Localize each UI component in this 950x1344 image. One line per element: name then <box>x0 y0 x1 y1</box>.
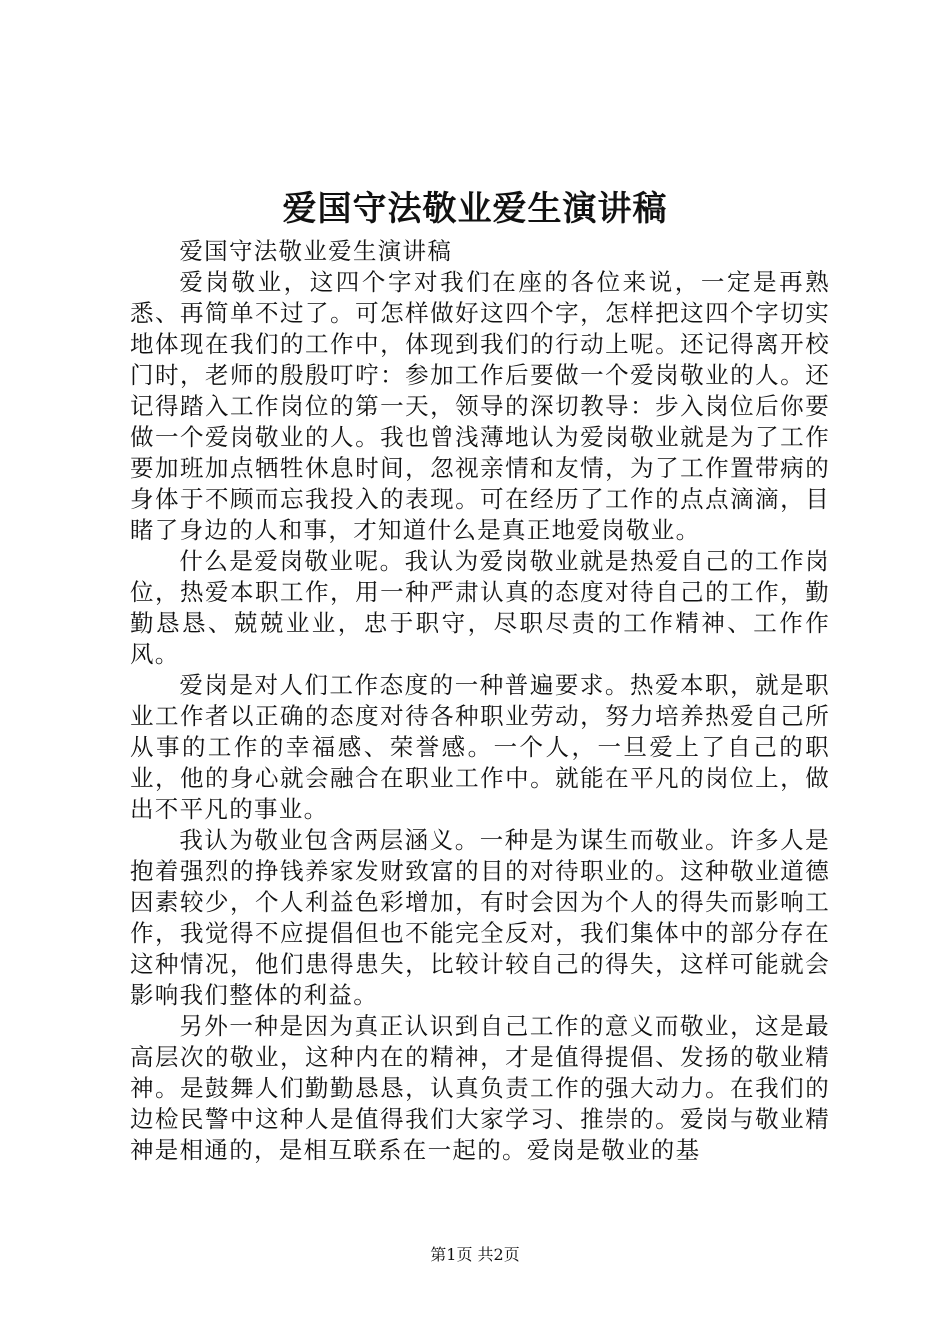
paragraph-3: 爱岗是对人们工作态度的一种普遍要求。热爱本职，就是职业工作者以正确的态度对待各种职业劳动，努力培养热爱自己所从事的工作的幸福感、荣誉感。一个人，一旦爱上了自己的职业，他的身心就会融合在职业工作中。就能在平凡的岗位上，做出不平凡的事业。 <box>130 671 830 823</box>
paragraph-5: 另外一种是因为真正认识到自己工作的意义而敬业，这是最高层次的敬业，这种内在的精神，才是值得提倡、发扬的敬业精神。是鼓舞人们勤勤恳恳，认真负责工作的强大动力。在我们的边检民警中这种人是值得我们大家学习、推崇的。爱岗与敬业精神是相通的，是相互联系在一起的。爱岗是敬业的基 <box>130 1012 830 1164</box>
document-title: 爱国守法敬业爱生演讲稿 <box>282 189 668 229</box>
paragraph-4: 我认为敬业包含两层涵义。一种是为谋生而敬业。许多人是抱着强烈的挣钱养家发财致富的目的对待职业的。这种敬业道德因素较少，个人利益色彩增加，有时会因为个人的得失而影响工作，我觉得不应提倡但也不能完全反对，我们集体中的部分存在这种情况，他们患得患失，比较计较自己的得失，这样可能就会影响我们整体的利益。 <box>130 826 830 1009</box>
paragraph-1: 爱岗敬业，这四个字对我们在座的各位来说，一定是再熟悉、再简单不过了。可怎样做好这四个字，怎样把这四个字切实地体现在我们的工作中，体现到我们的行动上呢。还记得离开校门时，老师的殷殷叮咛：参加工作后要做一个爱岗敬业的人。还记得踏入工作岗位的第一天，领导的深切教导：步入岗位后你要做一个爱岗敬业的人。我也曾浅薄地认为爱岗敬业就是为了工作要加班加点牺牲休息时间，忽视亲情和友情，为了工作置带病的身体于不顾而忘我投入的表现。可在经历了工作的点点滴滴，目睹了身边的人和事，才知道什么是真正地爱岗敬业。 <box>130 268 830 544</box>
paragraph-2: 什么是爱岗敬业呢。我认为爱岗敬业就是热爱自己的工作岗位，热爱本职工作，用一种严肃认真的态度对待自己的工作，勤勤恳恳、兢兢业业，忠于职守，尽职尽责的工作精神、工作作风。 <box>130 547 830 668</box>
document-body <box>130 236 830 1166</box>
paragraph-subtitle: 爱国守法敬业爱生演讲稿 <box>179 237 453 265</box>
page-number-footer: 第1页 共2页 <box>430 1245 520 1264</box>
